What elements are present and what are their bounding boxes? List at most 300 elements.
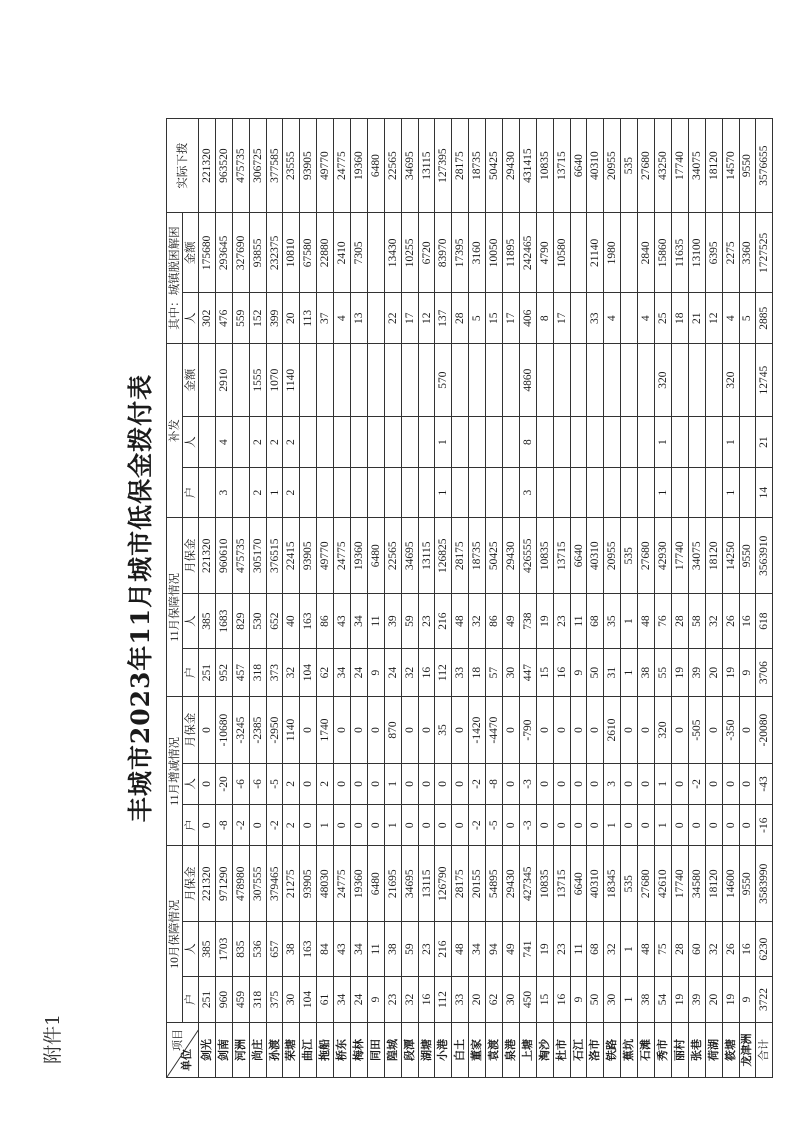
nov-ren-header: 人	[183, 594, 199, 649]
cell-chg-ren: 0	[334, 763, 351, 804]
cell-chg-ren: -43	[756, 763, 773, 804]
cell-chg-ren: -2	[688, 763, 705, 804]
cell-oct-ren: 34	[351, 922, 368, 977]
cell-chg-ren: 0	[587, 763, 604, 804]
cell-sup-ren: 2	[266, 417, 283, 467]
cell-unit: 河洲	[232, 1022, 249, 1077]
cell-sup-ren	[334, 417, 351, 467]
cell-nov-amt: 13115	[418, 518, 435, 594]
cell-oct-ren: 34	[469, 922, 486, 977]
cell-sup-hu: 1	[655, 467, 672, 517]
cell-pov-amt: 6395	[705, 213, 722, 293]
oct-hu-header: 户	[183, 977, 199, 1023]
cell-sup-ren: 1	[435, 417, 452, 467]
cell-pov-amt: 3360	[739, 213, 756, 293]
pov-amount-header: 金额	[183, 213, 199, 293]
cell-oct-ren: 835	[232, 922, 249, 977]
cell-chg-amt: 1740	[317, 697, 334, 764]
cell-sup-ren: 4	[215, 417, 232, 467]
cell-sup-ren	[452, 417, 469, 467]
cell-actual: 18735	[469, 119, 486, 213]
cell-pov-amt: 10050	[486, 213, 503, 293]
cell-nov-ren: 1	[621, 594, 638, 649]
cell-pov-amt: 67580	[300, 213, 317, 293]
cell-pov-ren: 22	[384, 293, 401, 343]
cell-sup-hu: 3	[215, 467, 232, 517]
cell-sup-ren: 1	[655, 417, 672, 467]
cell-sup-amt	[536, 343, 553, 416]
table-row	[249, 119, 266, 1078]
table-row	[655, 119, 672, 1078]
cell-chg-hu: 0	[249, 805, 266, 846]
cell-actual: 306725	[249, 119, 266, 213]
cell-actual: 34075	[688, 119, 705, 213]
cell-pov-ren: 476	[215, 293, 232, 343]
cell-oct-hu: 50	[587, 977, 604, 1023]
cell-pov-ren: 4	[334, 293, 351, 343]
table-row	[688, 119, 705, 1078]
cell-nov-amt: 50425	[486, 518, 503, 594]
cell-chg-amt: 0	[570, 697, 587, 764]
cell-actual: 43250	[655, 119, 672, 213]
cell-unit: 荷湖	[705, 1022, 722, 1077]
cell-sup-amt	[688, 343, 705, 416]
cell-nov-hu: 9	[570, 649, 587, 697]
cell-sup-amt	[367, 343, 384, 416]
cell-sup-amt	[553, 343, 570, 416]
cell-oct-hu: 19	[722, 977, 739, 1023]
supplement-group-header: 补发	[167, 343, 183, 517]
cell-oct-hu: 9	[739, 977, 756, 1023]
cell-actual: 34695	[401, 119, 418, 213]
cell-actual: 22565	[384, 119, 401, 213]
cell-unit: 段潭	[401, 1022, 418, 1077]
cell-actual: 18120	[705, 119, 722, 213]
cell-oct-hu: 459	[232, 977, 249, 1023]
cell-nov-ren: 530	[249, 594, 266, 649]
cell-sup-hu	[317, 467, 334, 517]
cell-pov-ren: 25	[655, 293, 672, 343]
cell-oct-hu: 34	[334, 977, 351, 1023]
cell-oct-amt: 29430	[503, 846, 520, 922]
cell-oct-hu: 16	[553, 977, 570, 1023]
cell-pov-amt: 232375	[266, 213, 283, 293]
cell-chg-ren: 0	[570, 763, 587, 804]
cell-sup-hu: 14	[756, 467, 773, 517]
cell-oct-amt: 20155	[469, 846, 486, 922]
cell-nov-ren: 32	[469, 594, 486, 649]
cell-sup-amt	[604, 343, 621, 416]
cell-oct-amt: 307555	[249, 846, 266, 922]
cell-pov-amt: 21140	[587, 213, 604, 293]
cell-sup-amt	[503, 343, 520, 416]
cell-nov-ren: 26	[722, 594, 739, 649]
cell-oct-amt: 10835	[536, 846, 553, 922]
cell-nov-ren: 385	[199, 594, 216, 649]
cell-nov-ren: 59	[401, 594, 418, 649]
cell-sup-amt	[621, 343, 638, 416]
cell-unit: 董家	[469, 1022, 486, 1077]
cell-pov-amt: 2840	[638, 213, 655, 293]
cell-oct-ren: 23	[418, 922, 435, 977]
attachment-label: 附件1	[42, 1013, 64, 1064]
cell-chg-hu: -2	[232, 805, 249, 846]
table-row	[519, 119, 536, 1078]
cell-chg-ren: 0	[300, 763, 317, 804]
table-row	[536, 119, 553, 1078]
cell-chg-hu: 0	[418, 805, 435, 846]
oct-group-header: 10月保障情况	[167, 846, 183, 1023]
cell-nov-amt: 305170	[249, 518, 266, 594]
chg-hu-header: 户	[183, 805, 199, 846]
cell-pov-ren: 37	[317, 293, 334, 343]
cell-chg-ren: 1	[384, 763, 401, 804]
cell-oct-amt: 93905	[300, 846, 317, 922]
sup-ren-header: 人	[183, 417, 199, 467]
cell-actual: 40310	[587, 119, 604, 213]
cell-oct-amt: 17740	[671, 846, 688, 922]
cell-nov-hu: 447	[519, 649, 536, 697]
cell-oct-amt: 14600	[722, 846, 739, 922]
cell-nov-ren: 68	[587, 594, 604, 649]
cell-sup-ren	[300, 417, 317, 467]
cell-nov-hu: 34	[334, 649, 351, 697]
cell-chg-ren: -3	[519, 763, 536, 804]
cell-unit: 铁路	[604, 1022, 621, 1077]
cell-chg-ren: 0	[199, 763, 216, 804]
cell-nov-ren: 86	[317, 594, 334, 649]
cell-sup-ren	[705, 417, 722, 467]
cell-chg-hu: -2	[469, 805, 486, 846]
cell-oct-amt: 427345	[519, 846, 536, 922]
cell-pov-ren	[621, 293, 638, 343]
cell-nov-amt: 14250	[722, 518, 739, 594]
cell-chg-amt: 0	[351, 697, 368, 764]
cell-sup-amt: 320	[722, 343, 739, 416]
cell-actual: 127395	[435, 119, 452, 213]
cell-sup-amt: 1555	[249, 343, 266, 416]
cell-nov-amt: 93905	[300, 518, 317, 594]
cell-sup-hu	[536, 467, 553, 517]
cell-pov-amt: 13430	[384, 213, 401, 293]
cell-chg-amt: 0	[418, 697, 435, 764]
cell-sup-ren	[384, 417, 401, 467]
cell-sup-amt: 570	[435, 343, 452, 416]
cell-sup-ren: 2	[283, 417, 300, 467]
cell-nov-hu: 16	[418, 649, 435, 697]
cell-unit: 杜市	[553, 1022, 570, 1077]
chg-ren-header: 人	[183, 763, 199, 804]
cell-nov-hu: 39	[688, 649, 705, 697]
cell-oct-hu: 3722	[756, 977, 773, 1023]
cell-sup-ren	[688, 417, 705, 467]
table-row	[739, 119, 756, 1078]
cell-actual: 49770	[317, 119, 334, 213]
cell-pov-ren: 152	[249, 293, 266, 343]
table-row	[503, 119, 520, 1078]
cell-sup-amt	[418, 343, 435, 416]
cell-actual: 17740	[671, 119, 688, 213]
cell-chg-hu: -3	[519, 805, 536, 846]
cell-sup-hu	[604, 467, 621, 517]
cell-chg-amt: 0	[621, 697, 638, 764]
cell-unit: 合计	[756, 1022, 773, 1077]
cell-actual: 9550	[739, 119, 756, 213]
cell-chg-hu: 0	[638, 805, 655, 846]
cell-pov-amt: 15860	[655, 213, 672, 293]
cell-pov-ren: 399	[266, 293, 283, 343]
cell-oct-ren: 60	[688, 922, 705, 977]
cell-nov-hu: 457	[232, 649, 249, 697]
cell-actual: 14570	[722, 119, 739, 213]
cell-sup-hu	[300, 467, 317, 517]
poverty-group-header: 其中：城镇脱困解困	[167, 213, 183, 344]
table-row	[283, 119, 300, 1078]
cell-nov-amt: 221320	[199, 518, 216, 594]
cell-nov-amt: 27680	[638, 518, 655, 594]
cell-pov-ren: 17	[401, 293, 418, 343]
cell-pov-amt: 93855	[249, 213, 266, 293]
cell-oct-amt: 6480	[367, 846, 384, 922]
cell-nov-hu: 1	[621, 649, 638, 697]
cell-pov-ren: 18	[671, 293, 688, 343]
cell-actual: 6640	[570, 119, 587, 213]
actual-header: 实际下拨	[167, 119, 199, 213]
cell-oct-hu: 23	[384, 977, 401, 1023]
cell-pov-ren: 33	[587, 293, 604, 343]
cell-oct-hu: 62	[486, 977, 503, 1023]
cell-pov-ren: 12	[705, 293, 722, 343]
cell-unit: 秀市	[655, 1022, 672, 1077]
cell-actual: 431415	[519, 119, 536, 213]
cell-sup-hu	[486, 467, 503, 517]
cell-oct-ren: 163	[300, 922, 317, 977]
cell-pov-amt: 22880	[317, 213, 334, 293]
cell-oct-ren: 59	[401, 922, 418, 977]
cell-nov-amt: 29430	[503, 518, 520, 594]
cell-nov-ren: 39	[384, 594, 401, 649]
cell-actual: 13715	[553, 119, 570, 213]
table-row	[638, 119, 655, 1078]
cell-sup-amt	[384, 343, 401, 416]
cell-sup-ren	[232, 417, 249, 467]
cell-chg-hu: 1	[655, 805, 672, 846]
cell-chg-amt: -505	[688, 697, 705, 764]
cell-nov-hu: 50	[587, 649, 604, 697]
cell-sup-hu	[587, 467, 604, 517]
cell-chg-hu: 0	[671, 805, 688, 846]
cell-unit: 袁渡	[486, 1022, 503, 1077]
cell-oct-ren: 68	[587, 922, 604, 977]
cell-sup-amt	[587, 343, 604, 416]
total-row	[756, 119, 773, 1078]
cell-nov-amt: 40310	[587, 518, 604, 594]
cell-pov-ren: 406	[519, 293, 536, 343]
cell-oct-hu: 32	[401, 977, 418, 1023]
cell-nov-hu: 112	[435, 649, 452, 697]
cell-oct-hu: 61	[317, 977, 334, 1023]
cell-chg-ren: 0	[621, 763, 638, 804]
cell-chg-amt: -20080	[756, 697, 773, 764]
cell-nov-hu: 31	[604, 649, 621, 697]
cell-oct-amt: 54895	[486, 846, 503, 922]
cell-chg-amt: 0	[300, 697, 317, 764]
cell-pov-amt: 11635	[671, 213, 688, 293]
cell-sup-hu	[570, 467, 587, 517]
cell-unit: 石滩	[638, 1022, 655, 1077]
table-row	[570, 119, 587, 1078]
cell-oct-hu: 112	[435, 977, 452, 1023]
cell-sup-hu	[401, 467, 418, 517]
cell-pov-amt: 2275	[722, 213, 739, 293]
cell-unit: 湖塘	[418, 1022, 435, 1077]
cell-nov-amt: 10835	[536, 518, 553, 594]
cell-sup-hu	[553, 467, 570, 517]
cell-chg-amt: 0	[199, 697, 216, 764]
cell-chg-ren: 0	[418, 763, 435, 804]
cell-actual: 10835	[536, 119, 553, 213]
cell-actual: 23555	[283, 119, 300, 213]
cell-unit: 龙津洲	[739, 1022, 756, 1077]
cell-nov-ren: 58	[688, 594, 705, 649]
cell-oct-amt: 6640	[570, 846, 587, 922]
cell-actual: 475735	[232, 119, 249, 213]
cell-nov-ren: 618	[756, 594, 773, 649]
rotated-table-area	[116, 118, 771, 1078]
cell-chg-hu: 0	[452, 805, 469, 846]
cell-actual: 535	[621, 119, 638, 213]
cell-actual: 20955	[604, 119, 621, 213]
cell-nov-ren: 32	[705, 594, 722, 649]
cell-pov-amt	[570, 213, 587, 293]
cell-chg-amt: 0	[553, 697, 570, 764]
cell-oct-hu: 104	[300, 977, 317, 1023]
cell-pov-amt	[621, 213, 638, 293]
header-row-2	[183, 119, 199, 1078]
cell-chg-hu: 0	[688, 805, 705, 846]
cell-oct-amt: 535	[621, 846, 638, 922]
cell-sup-ren	[587, 417, 604, 467]
cell-pov-amt: 2410	[334, 213, 351, 293]
cell-pov-amt: 83970	[435, 213, 452, 293]
cell-oct-amt: 34695	[401, 846, 418, 922]
cell-nov-hu: 3706	[756, 649, 773, 697]
cell-sup-hu: 2	[283, 467, 300, 517]
cell-chg-hu: 0	[300, 805, 317, 846]
cell-nov-amt: 18735	[469, 518, 486, 594]
cell-pov-ren: 17	[503, 293, 520, 343]
table-row	[215, 119, 232, 1078]
cell-oct-amt: 478980	[232, 846, 249, 922]
cell-actual: 24775	[334, 119, 351, 213]
cell-nov-amt: 17740	[671, 518, 688, 594]
cell-pov-amt: 7305	[351, 213, 368, 293]
cell-sup-amt: 1140	[283, 343, 300, 416]
cell-nov-amt: 426555	[519, 518, 536, 594]
cell-actual: 3576655	[756, 119, 773, 213]
cell-chg-hu: -5	[486, 805, 503, 846]
header-row-1	[167, 119, 183, 1078]
cell-pov-ren: 28	[452, 293, 469, 343]
cell-oct-ren: 48	[452, 922, 469, 977]
cell-oct-ren: 19	[536, 922, 553, 977]
cell-sup-ren	[638, 417, 655, 467]
cell-pov-ren: 15	[486, 293, 503, 343]
cell-unit: 筱塘	[722, 1022, 739, 1077]
cell-sup-hu: 1	[435, 467, 452, 517]
cell-nov-ren: 829	[232, 594, 249, 649]
cell-chg-hu: 0	[570, 805, 587, 846]
cell-chg-amt: 0	[638, 697, 655, 764]
cell-chg-hu: 0	[722, 805, 739, 846]
cell-sup-hu: 2	[249, 467, 266, 517]
cell-oct-ren: 741	[519, 922, 536, 977]
cell-oct-hu: 54	[655, 977, 672, 1023]
cell-chg-ren: 0	[671, 763, 688, 804]
cell-nov-amt: 24775	[334, 518, 351, 594]
cell-oct-hu: 30	[283, 977, 300, 1023]
cell-chg-amt: -790	[519, 697, 536, 764]
cell-actual: 93905	[300, 119, 317, 213]
cell-sup-hu: 1	[266, 467, 283, 517]
cell-nov-hu: 32	[283, 649, 300, 697]
cell-pov-ren	[570, 293, 587, 343]
cell-unit: 梅林	[351, 1022, 368, 1077]
cell-oct-hu: 24	[351, 977, 368, 1023]
cell-unit: 尚庄	[249, 1022, 266, 1077]
cell-actual: 29430	[503, 119, 520, 213]
cell-oct-hu: 1	[621, 977, 638, 1023]
cell-oct-ren: 32	[604, 922, 621, 977]
table-row	[553, 119, 570, 1078]
cell-chg-hu: 0	[367, 805, 384, 846]
cell-chg-amt: 0	[452, 697, 469, 764]
cell-actual: 221320	[199, 119, 216, 213]
cell-chg-amt: 0	[739, 697, 756, 764]
cell-chg-amt: 35	[435, 697, 452, 764]
cell-sup-amt	[739, 343, 756, 416]
cell-oct-hu: 19	[671, 977, 688, 1023]
cell-chg-hu: 0	[621, 805, 638, 846]
cell-chg-ren: 3	[604, 763, 621, 804]
cell-nov-hu: 251	[199, 649, 216, 697]
cell-chg-ren: -5	[266, 763, 283, 804]
cell-chg-ren: 0	[401, 763, 418, 804]
cell-actual: 13115	[418, 119, 435, 213]
cell-chg-hu: -16	[756, 805, 773, 846]
cell-chg-ren: -6	[249, 763, 266, 804]
cell-actual: 27680	[638, 119, 655, 213]
cell-nov-ren: 86	[486, 594, 503, 649]
table-row	[266, 119, 283, 1078]
cell-oct-ren: 16	[739, 922, 756, 977]
cell-sup-ren: 1	[722, 417, 739, 467]
cell-oct-hu: 16	[418, 977, 435, 1023]
cell-oct-hu: 20	[705, 977, 722, 1023]
oct-ren-header: 人	[183, 922, 199, 977]
cell-nov-ren: 76	[655, 594, 672, 649]
cell-sup-ren: 2	[249, 417, 266, 467]
cell-oct-ren: 6230	[756, 922, 773, 977]
cell-sup-amt	[317, 343, 334, 416]
cell-chg-ren: 0	[351, 763, 368, 804]
cell-unit: 荣塘	[283, 1022, 300, 1077]
cell-pov-ren: 4	[604, 293, 621, 343]
cell-oct-ren: 536	[249, 922, 266, 977]
cell-chg-amt: 1140	[283, 697, 300, 764]
cell-sup-ren	[671, 417, 688, 467]
cell-sup-hu	[671, 467, 688, 517]
